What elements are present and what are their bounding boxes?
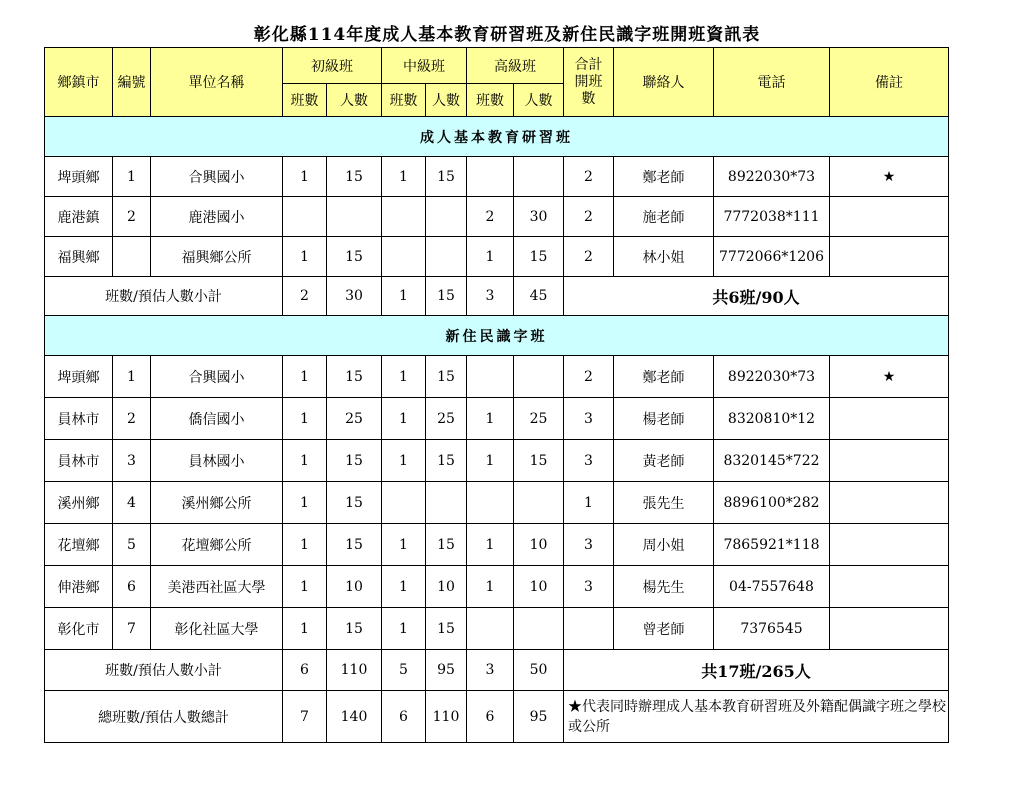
- grand-total-advanced-classes: 6: [467, 691, 514, 743]
- header-unit: 單位名稱: [151, 48, 283, 117]
- subtotal-summary: 共6班/90人: [564, 277, 949, 316]
- cell-beginner-classes: 1: [283, 356, 327, 398]
- cell-intermediate-people: 15: [426, 157, 467, 197]
- section1-title: 成人基本教育研習班: [45, 117, 949, 157]
- table-row: [45, 524, 949, 566]
- cell-phone: 8320810*12: [714, 398, 830, 440]
- cell-remark: [830, 237, 949, 277]
- header-intermediate: 中級班: [382, 48, 467, 84]
- header-total-classes: [564, 48, 614, 117]
- cell-contact: 鄭老師: [614, 157, 714, 197]
- header-phone: 電話: [714, 48, 830, 117]
- cell-total-classes: 3: [564, 566, 614, 608]
- subtotal-advanced-people: 50: [514, 650, 564, 691]
- cell-beginner-classes: 1: [283, 237, 327, 277]
- cell-number: 5: [113, 524, 151, 566]
- cell-advanced-people: [514, 157, 564, 197]
- table-row: [45, 197, 949, 237]
- cell-number: 7: [113, 608, 151, 650]
- table-row: [45, 566, 949, 608]
- header-remark: 備註: [830, 48, 949, 117]
- footnote: ★代表同時辦理成人基本教育研習班及外籍配偶識字班之學校或公所: [564, 691, 949, 743]
- header-advanced: 高級班: [467, 48, 564, 84]
- subtotal-advanced-classes: 3: [467, 650, 514, 691]
- cell-remark: [830, 524, 949, 566]
- subtotal-beginner-classes: 2: [283, 277, 327, 316]
- cell-total-classes: 2: [564, 157, 614, 197]
- cell-total-classes: 2: [564, 356, 614, 398]
- table-row: [45, 356, 949, 398]
- cell-remark: [830, 482, 949, 524]
- cell-remark: [830, 398, 949, 440]
- cell-number: [113, 237, 151, 277]
- cell-beginner-people: 15: [327, 157, 382, 197]
- cell-town: 伸港鄉: [45, 566, 113, 608]
- cell-beginner-classes: 1: [283, 398, 327, 440]
- cell-intermediate-people: [426, 237, 467, 277]
- cell-advanced-classes: 1: [467, 398, 514, 440]
- cell-advanced-classes: [467, 356, 514, 398]
- cell-advanced-classes: 1: [467, 237, 514, 277]
- cell-phone: 8320145*722: [714, 440, 830, 482]
- cell-town: 埤頭鄉: [45, 157, 113, 197]
- cell-contact: 鄭老師: [614, 356, 714, 398]
- cell-phone: 8922030*73: [714, 157, 830, 197]
- grand-total-beginner-people: 140: [327, 691, 382, 743]
- cell-total-classes: 3: [564, 398, 614, 440]
- cell-intermediate-classes: 1: [382, 608, 426, 650]
- cell-intermediate-classes: 1: [382, 566, 426, 608]
- cell-number: 1: [113, 356, 151, 398]
- cell-number: 2: [113, 197, 151, 237]
- cell-phone: 7865921*118: [714, 524, 830, 566]
- cell-town: 鹿港鎮: [45, 197, 113, 237]
- header-intermediate-people: 人數: [426, 84, 467, 117]
- table-row: [45, 157, 949, 197]
- subtotal-label: 班數/預估人數小計: [45, 277, 283, 316]
- cell-number: 3: [113, 440, 151, 482]
- cell-advanced-classes: [467, 608, 514, 650]
- cell-advanced-people: [514, 356, 564, 398]
- cell-total-classes: 2: [564, 237, 614, 277]
- cell-phone: 7376545: [714, 608, 830, 650]
- cell-town: 花壇鄉: [45, 524, 113, 566]
- cell-total-classes: [564, 608, 614, 650]
- cell-unit: 合興國小: [151, 356, 283, 398]
- cell-unit: 鹿港國小: [151, 197, 283, 237]
- cell-remark: [830, 197, 949, 237]
- cell-total-classes: 3: [564, 440, 614, 482]
- cell-beginner-people: [327, 197, 382, 237]
- cell-advanced-classes: 1: [467, 440, 514, 482]
- cell-phone: 8922030*73: [714, 356, 830, 398]
- cell-number: 1: [113, 157, 151, 197]
- cell-beginner-classes: 1: [283, 608, 327, 650]
- cell-beginner-people: 15: [327, 440, 382, 482]
- subtotal-beginner-people: 110: [327, 650, 382, 691]
- cell-advanced-people: [514, 482, 564, 524]
- table-row: [45, 398, 949, 440]
- header-beginner: 初級班: [283, 48, 382, 84]
- header-contact: 聯絡人: [614, 48, 714, 117]
- grand-total-beginner-classes: 7: [283, 691, 327, 743]
- cell-remark: ★: [830, 157, 949, 197]
- grand-total-row: [45, 691, 949, 743]
- cell-intermediate-classes: 1: [382, 356, 426, 398]
- grand-total-label: 總班數/預估人數總計: [45, 691, 283, 743]
- cell-contact: 周小姐: [614, 524, 714, 566]
- cell-advanced-people: [514, 608, 564, 650]
- cell-contact: 林小姐: [614, 237, 714, 277]
- cell-number: 2: [113, 398, 151, 440]
- cell-total-classes: 1: [564, 482, 614, 524]
- cell-contact: 楊先生: [614, 566, 714, 608]
- cell-phone: 7772066*1206: [714, 237, 830, 277]
- cell-town: 福興鄉: [45, 237, 113, 277]
- cell-intermediate-people: 15: [426, 440, 467, 482]
- grand-total-advanced-people: 95: [514, 691, 564, 743]
- header-number: 編號: [113, 48, 151, 117]
- cell-total-classes: 3: [564, 524, 614, 566]
- cell-contact: 曾老師: [614, 608, 714, 650]
- cell-phone: 8896100*282: [714, 482, 830, 524]
- cell-intermediate-classes: [382, 237, 426, 277]
- cell-advanced-people: 10: [514, 566, 564, 608]
- cell-beginner-people: 15: [327, 237, 382, 277]
- cell-intermediate-classes: 1: [382, 440, 426, 482]
- cell-contact: 張先生: [614, 482, 714, 524]
- table-row: [45, 608, 949, 650]
- section2-subtotal-row: [45, 650, 949, 691]
- cell-advanced-classes: 1: [467, 524, 514, 566]
- subtotal-beginner-people: 30: [327, 277, 382, 316]
- subtotal-beginner-classes: 6: [283, 650, 327, 691]
- header-beginner-people: 人數: [327, 84, 382, 117]
- table-row: [45, 237, 949, 277]
- header-advanced-classes: 班數: [467, 84, 514, 117]
- cell-advanced-people: 10: [514, 524, 564, 566]
- cell-unit: 合興國小: [151, 157, 283, 197]
- cell-beginner-people: 10: [327, 566, 382, 608]
- cell-town: 員林市: [45, 398, 113, 440]
- subtotal-intermediate-classes: 1: [382, 277, 426, 316]
- cell-remark: [830, 440, 949, 482]
- class-info-table: [44, 47, 949, 743]
- cell-advanced-people: 30: [514, 197, 564, 237]
- section1-subtotal-row: [45, 277, 949, 316]
- cell-intermediate-people: 15: [426, 608, 467, 650]
- subtotal-intermediate-people: 15: [426, 277, 467, 316]
- cell-unit: 員林國小: [151, 440, 283, 482]
- header-beginner-classes: 班數: [283, 84, 327, 117]
- cell-unit: 溪州鄉公所: [151, 482, 283, 524]
- cell-advanced-people: 15: [514, 440, 564, 482]
- cell-intermediate-people: 25: [426, 398, 467, 440]
- cell-phone: 04-7557648: [714, 566, 830, 608]
- subtotal-label: 班數/預估人數小計: [45, 650, 283, 691]
- cell-intermediate-classes: 1: [382, 398, 426, 440]
- cell-unit: 美港西社區大學: [151, 566, 283, 608]
- cell-advanced-classes: 1: [467, 566, 514, 608]
- cell-town: 員林市: [45, 440, 113, 482]
- grand-total-intermediate-people: 110: [426, 691, 467, 743]
- cell-intermediate-classes: [382, 197, 426, 237]
- cell-total-classes: 2: [564, 197, 614, 237]
- cell-intermediate-people: 10: [426, 566, 467, 608]
- subtotal-intermediate-classes: 5: [382, 650, 426, 691]
- cell-intermediate-people: [426, 482, 467, 524]
- cell-town: 彰化市: [45, 608, 113, 650]
- grand-total-intermediate-classes: 6: [382, 691, 426, 743]
- subtotal-summary: 共17班/265人: [564, 650, 949, 691]
- header-intermediate-classes: 班數: [382, 84, 426, 117]
- table-row: [45, 482, 949, 524]
- cell-beginner-people: 15: [327, 356, 382, 398]
- cell-phone: 7772038*111: [714, 197, 830, 237]
- subtotal-advanced-people: 45: [514, 277, 564, 316]
- cell-unit: 花壇鄉公所: [151, 524, 283, 566]
- cell-beginner-people: 25: [327, 398, 382, 440]
- cell-beginner-classes: 1: [283, 566, 327, 608]
- cell-advanced-classes: [467, 157, 514, 197]
- cell-advanced-people: 25: [514, 398, 564, 440]
- cell-contact: 施老師: [614, 197, 714, 237]
- cell-beginner-classes: 1: [283, 524, 327, 566]
- section2-title: 新住民識字班: [45, 316, 949, 356]
- cell-intermediate-people: 15: [426, 524, 467, 566]
- section1-title-row: [45, 117, 949, 157]
- cell-intermediate-classes: 1: [382, 524, 426, 566]
- cell-intermediate-people: [426, 197, 467, 237]
- subtotal-advanced-classes: 3: [467, 277, 514, 316]
- cell-remark: [830, 608, 949, 650]
- cell-advanced-classes: 2: [467, 197, 514, 237]
- cell-remark: [830, 566, 949, 608]
- header-row-1: [45, 48, 949, 84]
- cell-beginner-classes: 1: [283, 440, 327, 482]
- cell-beginner-people: 15: [327, 524, 382, 566]
- cell-number: 6: [113, 566, 151, 608]
- cell-contact: 黃老師: [614, 440, 714, 482]
- header-total-line1: 合計: [574, 56, 603, 73]
- header-town: 鄉鎮市: [45, 48, 113, 117]
- cell-beginner-people: 15: [327, 482, 382, 524]
- cell-advanced-classes: [467, 482, 514, 524]
- cell-unit: 福興鄉公所: [151, 237, 283, 277]
- cell-intermediate-classes: [382, 482, 426, 524]
- document-title: 彰化縣114年度成人基本教育研習班及新住民識字班開班資訊表: [253, 25, 761, 45]
- cell-town: 埤頭鄉: [45, 356, 113, 398]
- cell-number: 4: [113, 482, 151, 524]
- section2-title-row: [45, 316, 949, 356]
- cell-town: 溪州鄉: [45, 482, 113, 524]
- cell-intermediate-classes: 1: [382, 157, 426, 197]
- header-total-line2: 開班: [574, 73, 603, 90]
- cell-contact: 楊老師: [614, 398, 714, 440]
- header-total-line3: 數: [581, 90, 596, 107]
- header-advanced-people: 人數: [514, 84, 564, 117]
- cell-advanced-people: 15: [514, 237, 564, 277]
- cell-unit: 彰化社區大學: [151, 608, 283, 650]
- cell-remark: ★: [830, 356, 949, 398]
- cell-beginner-classes: 1: [283, 157, 327, 197]
- cell-unit: 僑信國小: [151, 398, 283, 440]
- cell-beginner-classes: [283, 197, 327, 237]
- subtotal-intermediate-people: 95: [426, 650, 467, 691]
- cell-beginner-classes: 1: [283, 482, 327, 524]
- cell-intermediate-people: 15: [426, 356, 467, 398]
- table-row: [45, 440, 949, 482]
- cell-beginner-people: 15: [327, 608, 382, 650]
